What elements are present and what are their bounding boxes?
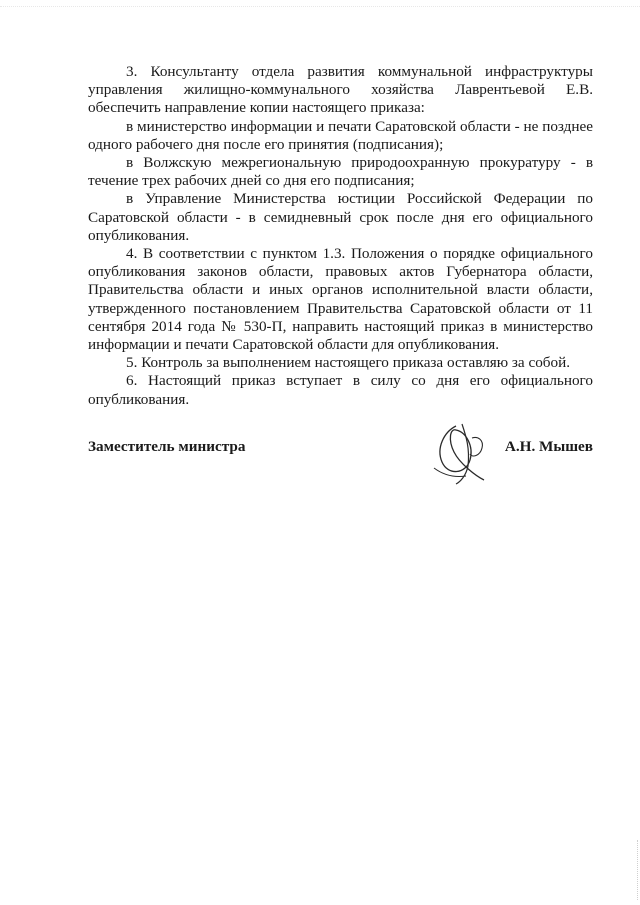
signature-block	[88, 418, 593, 498]
scan-artifact	[0, 6, 640, 13]
paragraph-4: 4. В соответствии с пунктом 1.3. Положения о порядке официального опубликования законов области, правовых актов Губернатора области, Правительства области и иных органов исполнительной власти области, утвержденного постановлением Правительства Саратовской области от 11 сентября 2014 года № 530-П, направить настоящий приказ в министерство информации и печати Саратовской области для опубликования.	[88, 245, 593, 354]
paragraph-5: 5. Контроль за выполнением настоящего приказа оставляю за собой.	[126, 354, 571, 372]
paragraph-3-item-1: в министерство информации и печати Саратовской области - не позднее одного рабочего дня после его принятия (подписания);	[88, 117, 593, 153]
scan-artifact-edge	[635, 840, 638, 900]
order-body	[88, 63, 593, 409]
paragraph-3: 3. Консультанту отдела развития коммунальной инфраструктуры управления жилищно-коммунального хозяйства Лаврентьевой Е.В. обеспечить направление копии настоящего приказа:	[88, 63, 593, 117]
paragraph-3-item-2: в Волжскую межрегиональную природоохранную прокуратуру - в течение трех рабочих дней со дня его подписания;	[88, 154, 593, 190]
signatory-title: Заместитель министра	[88, 438, 246, 455]
paragraph-3-item-3: в Управление Министерства юстиции Российской Федерации по Саратовской области - в семидневный срок после дня его официального опубликования.	[88, 190, 593, 244]
signatory-name: А.Н. Мышев	[504, 438, 593, 455]
handwritten-signature	[426, 418, 496, 488]
paragraph-6: 6. Настоящий приказ вступает в силу со дня его официального опубликования.	[88, 372, 593, 408]
